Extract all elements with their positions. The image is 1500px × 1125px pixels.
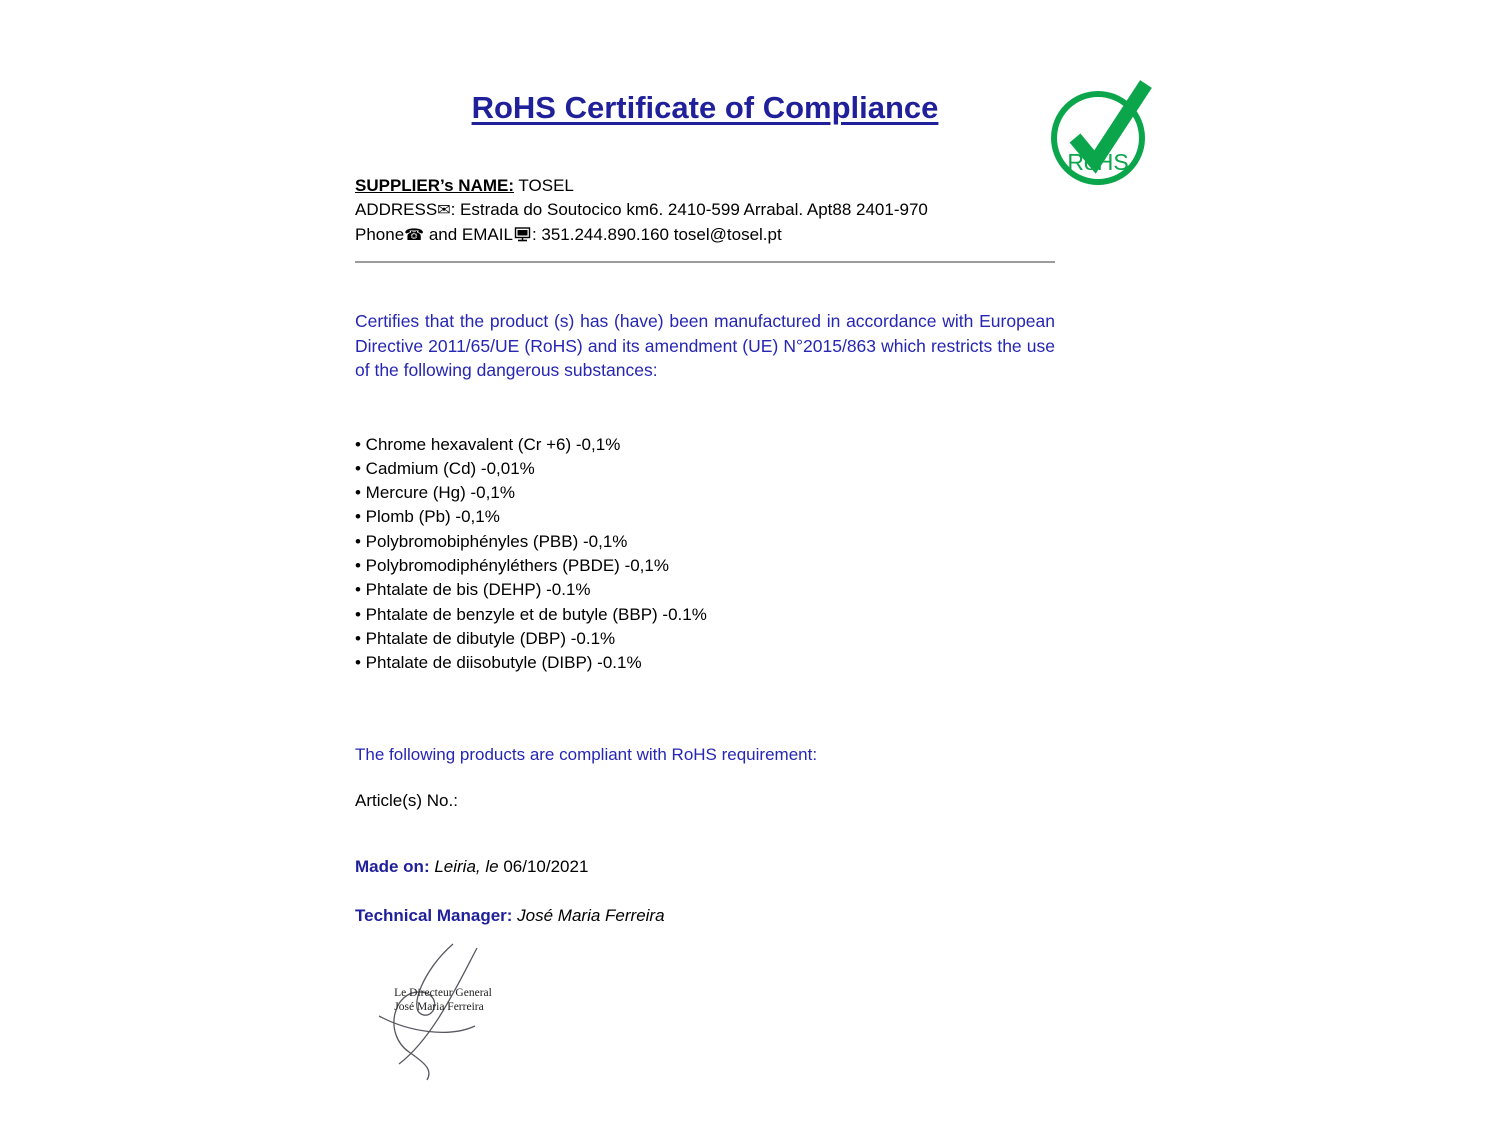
supplier-name-line (355, 174, 1055, 198)
made-on-date: 06/10/2021 (498, 857, 589, 877)
substance-item: • Phtalate de benzyle et de butyle (BBP) -0.1% (355, 604, 707, 624)
certification-paragraph: Certifies that the product (s) has (have) been manufactured in accordance with European Directive 2011/65/UE (RoHS) and its amendment (UE) N°2015/863 which restricts the use of the following dangerous substances: (355, 311, 1055, 380)
supplier-name-label: SUPPLIER’s NAME: (355, 176, 515, 195)
telephone-icon: ☎ (404, 227, 425, 244)
rohs-logo-graphic (1048, 80, 1158, 192)
rohs-logo (1048, 80, 1158, 192)
supplier-contact-line (355, 223, 1055, 248)
signature-title-text: Le Directeur General (394, 987, 492, 1000)
computer-icon (514, 227, 531, 242)
phone-label: Phone (355, 225, 405, 244)
substances-list (355, 433, 1055, 676)
substance-item: • Mercure (Hg) -0,1% (355, 483, 515, 503)
substance-item: • Plomb (Pb) -0,1% (355, 507, 500, 527)
address-label: ADDRESS (355, 200, 438, 219)
signature-block (357, 942, 577, 1082)
substance-item: • Phtalate de bis (DEHP) -0.1% (355, 580, 591, 600)
divider-rule (355, 261, 1055, 263)
substance-item: • Cadmium (Cd) -0,01% (355, 458, 535, 478)
article-number-line: Article(s) No.: (355, 791, 458, 811)
technical-manager-name: José Maria Ferreira (512, 906, 665, 926)
supplier-block (355, 174, 1055, 248)
signature-name-text: José Maria Ferreira (394, 1001, 484, 1014)
address-value: : Estrada do Soutocico km6. 2410-599 Arrabal. Apt88 2401-970 (450, 200, 928, 219)
document-title: RoHS Certificate of Compliance (471, 90, 939, 125)
made-on-label: Made on: (355, 857, 430, 877)
envelope-icon: ✉ (437, 202, 451, 219)
substance-item: • Phtalate de diisobutyle (DIBP) -0.1% (355, 653, 642, 673)
made-on-place: Leiria, le (429, 857, 499, 877)
rohs-logo-label: RoHS (1067, 149, 1129, 175)
substance-item: • Polybromobiphényles (PBB) -0,1% (355, 531, 628, 551)
technical-manager-label: Technical Manager: (355, 906, 513, 926)
compliance-statement: The following products are compliant with RoHS requirement: (355, 745, 818, 765)
supplier-address-line (355, 198, 1055, 223)
supplier-name-value: TOSEL (514, 176, 574, 195)
substance-item: • Polybromodiphényléthers (PBDE) -0,1% (355, 555, 669, 575)
document-content (355, 0, 1055, 1082)
email-label: and EMAIL (424, 225, 513, 244)
substance-item: • Phtalate de dibutyle (DBP) -0.1% (355, 628, 616, 648)
contact-value: : 351.244.890.160 tosel@tosel.pt (531, 225, 782, 244)
made-on-line (355, 857, 1055, 877)
signature-graphic (357, 942, 577, 1082)
technical-manager-line (355, 906, 1055, 926)
substance-item: • Chrome hexavalent (Cr +6) -0,1% (355, 434, 621, 454)
